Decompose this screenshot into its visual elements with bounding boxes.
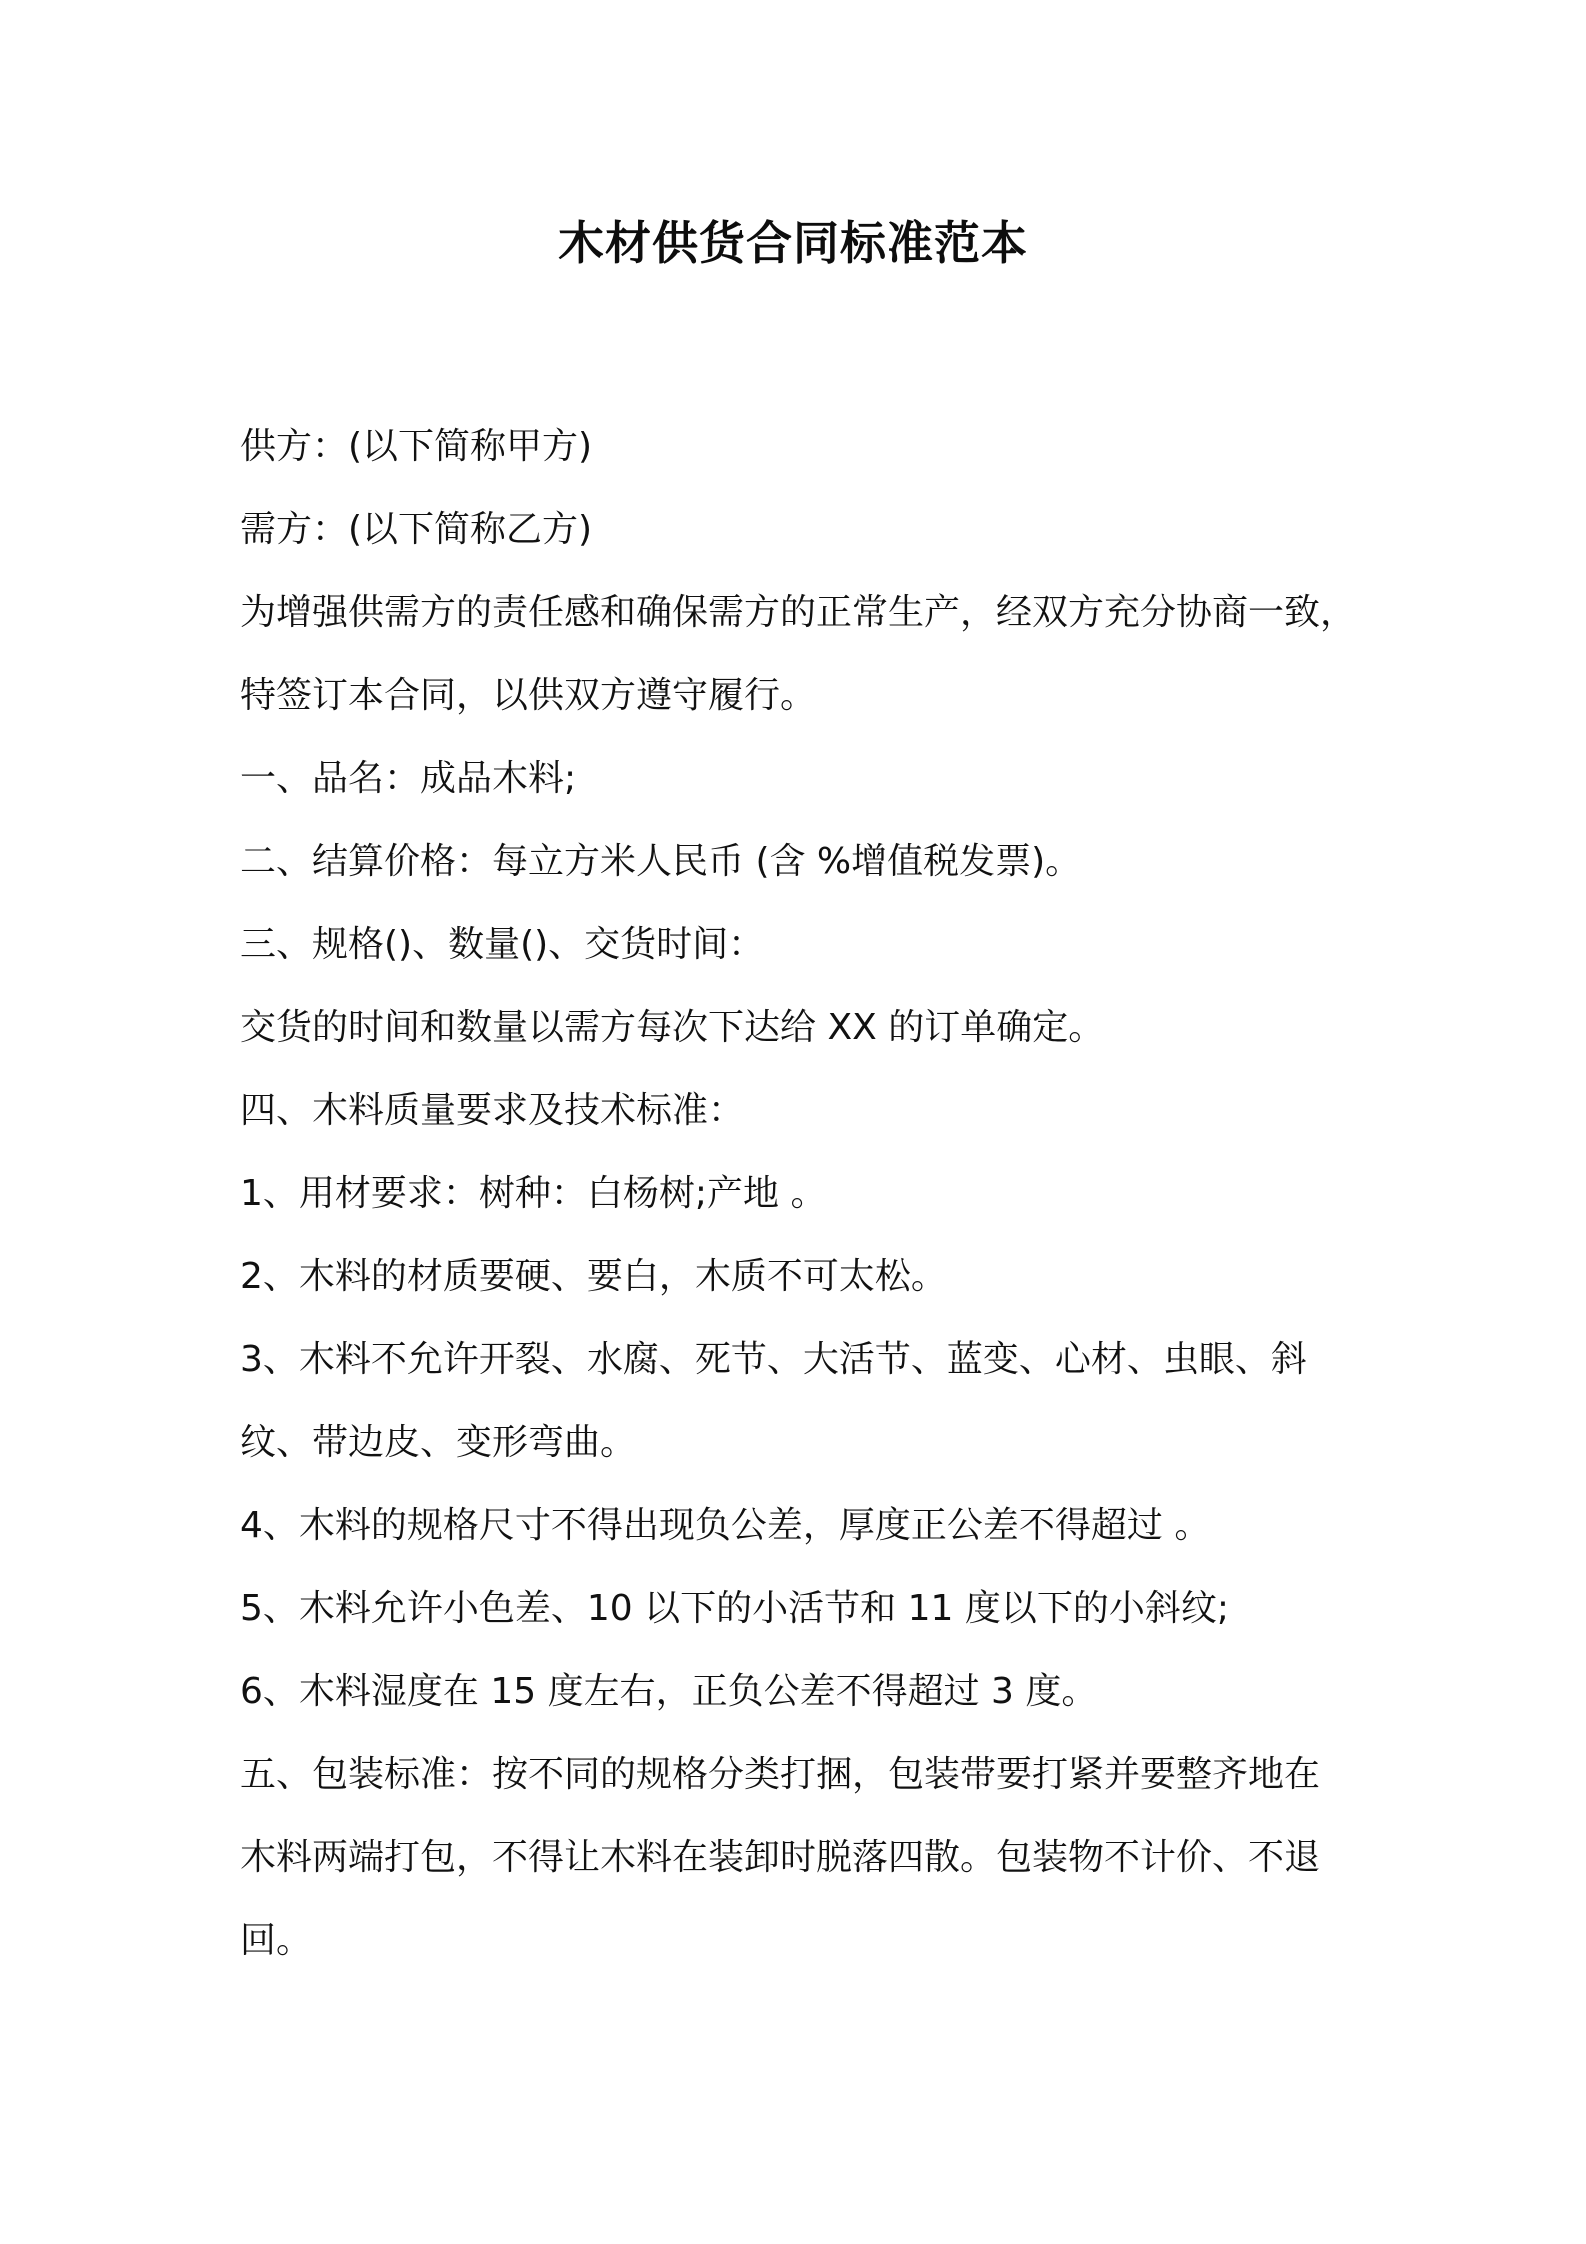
quality-item-2: 2、木料的材质要硬、要白，木质不可太松。 (240, 1256, 947, 1297)
quality-item-3-line-2: 纹、带边皮、变形弯曲。 (240, 1422, 637, 1463)
clause-packaging-line-3: 回。 (240, 1920, 313, 1961)
supplier-line: 供方：(以下简称甲方) (240, 426, 593, 467)
document-body (240, 405, 1380, 1982)
quality-item-6: 6、木料湿度在 15 度左右，正负公差不得超过 3 度。 (240, 1671, 1098, 1712)
clause-spec-quantity-delivery: 三、规格()、数量()、交货时间： (240, 924, 765, 965)
quality-item-1: 1、用材要求：树种：白杨树;产地 。 (240, 1173, 827, 1214)
clause-packaging-line-1: 五、包装标准：按不同的规格分类打捆，包装带要打紧并要整齐地在 (240, 1754, 1321, 1795)
delivery-order-line: 交货的时间和数量以需方每次下达给 XX 的订单确定。 (240, 1007, 1105, 1048)
buyer-line: 需方：(以下简称乙方) (240, 509, 593, 550)
quality-item-4: 4、木料的规格尺寸不得出现负公差，厚度正公差不得超过 。 (240, 1505, 1211, 1546)
clause-quality-standards: 四、木料质量要求及技术标准： (240, 1090, 745, 1131)
clause-product-name: 一、品名：成品木料; (240, 758, 577, 799)
clause-packaging-line-2: 木料两端打包，不得让木料在装卸时脱落四散。包装物不计价、不退 (240, 1837, 1321, 1878)
quality-item-5: 5、木料允许小色差、10 以下的小活节和 11 度以下的小斜纹; (240, 1588, 1229, 1629)
preamble-line-1: 为增强供需方的责任感和确保需方的正常生产，经双方充分协商一致， (240, 592, 1357, 633)
document-title: 木材供货合同标准范本 (558, 216, 1028, 270)
preamble-line-2: 特签订本合同，以供双方遵守履行。 (240, 675, 817, 716)
quality-item-3-line-1: 3、木料不允许开裂、水腐、死节、大活节、蓝变、心材、虫眼、斜 (240, 1339, 1307, 1380)
clause-settlement-price: 二、结算价格：每立方米人民币 (含 %增值税发票)。 (240, 841, 1082, 882)
